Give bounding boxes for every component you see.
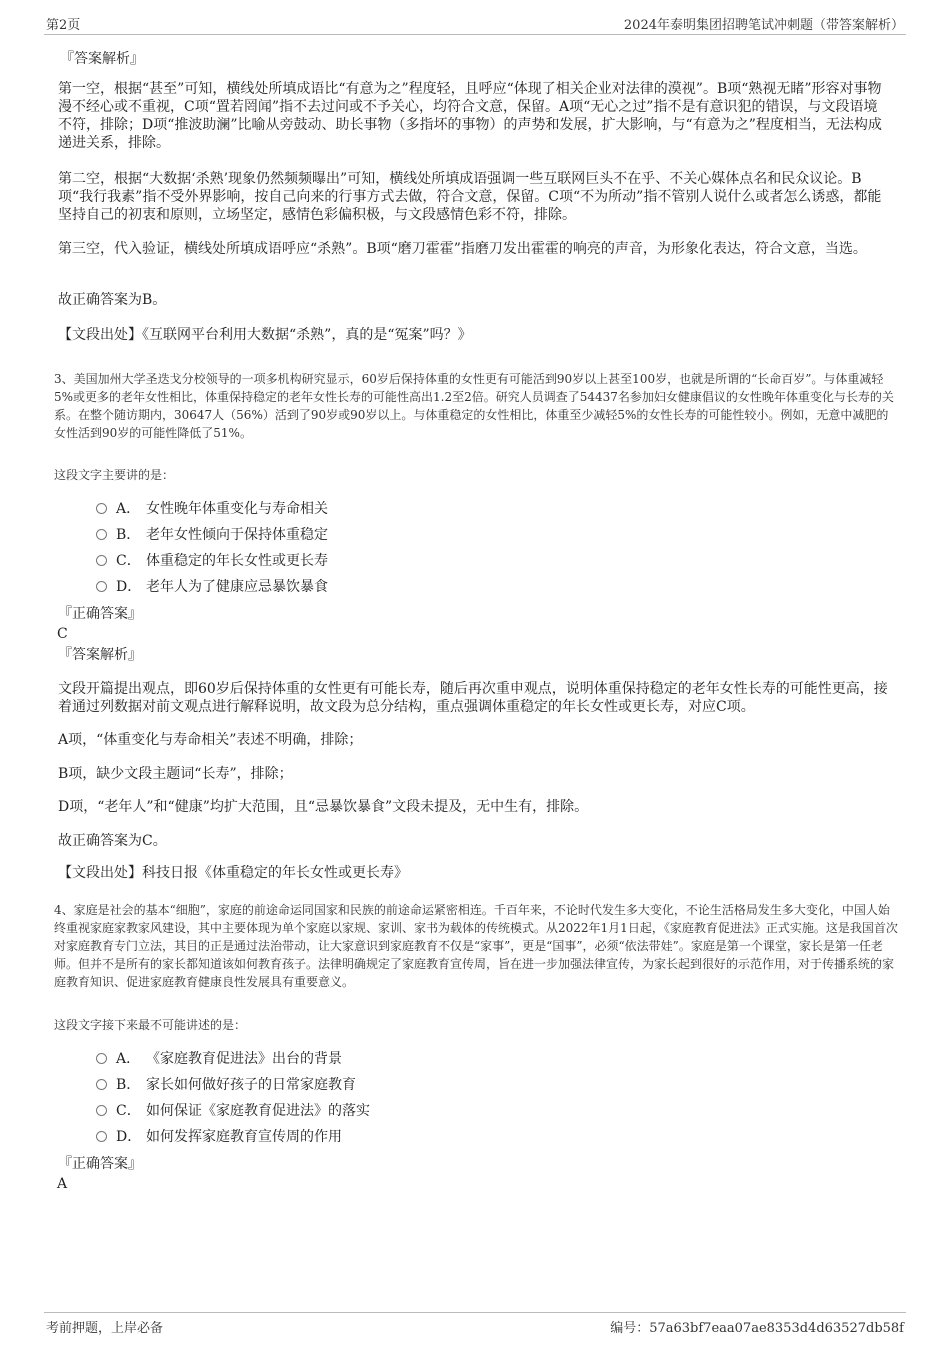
analysis-conclusion: 故正确答案为C。 — [58, 833, 167, 849]
correct-answer: A — [57, 1176, 68, 1192]
question-3-prompt: 这段文字主要讲的是： — [54, 468, 175, 482]
radio-icon[interactable] — [96, 1131, 107, 1142]
analysis-tag: 『答案解析』 — [58, 647, 142, 663]
radio-icon[interactable] — [96, 581, 107, 592]
page-number: 第2页 — [46, 18, 81, 33]
question-4-text: 4、家庭是社会的基本“细胞”，家庭的前途命运同国家和民族的前途命运紧密相连。千百年来，不论时代发生多大变化，不论生活格局发生多大变化，中国人始终重视家庭家教家风建设，其中主要体现为单个家庭以家规、家训、家书为载体的传统模式。从2022年1月1日起，《家庭教育促进法》正式实施。这是我国首次对家庭教育专门立法，其目的正是通过法治带动，让大家意识到家庭教育不仅是“家事”，更是“国事”，必须“依法带娃”。家庭是第一个课堂，家长是第一任老师。但并不是所有的家长都知道该如何教育孩子。法律明确规定了家庭教育宣传周，旨在进一步加强法律宣传，为家长起到很好的示范作用，对于传播系统的家庭教育知识、促进家庭教育健康良性发展具有重要意义。 — [54, 903, 898, 989]
radio-icon[interactable] — [96, 1079, 107, 1090]
analysis-paragraph-3: B项，缺少文段主题词“长寿”，排除； — [58, 766, 293, 782]
footer-slogan: 考前押题，上岸必备 — [46, 1321, 164, 1336]
correct-answer: C — [57, 626, 68, 642]
analysis-paragraph-1: 文段开篇提出观点，即60岁后保持体重的女性更有可能长寿，随后再次重申观点，说明体重保持稳定的老年女性长寿的可能性更高，接着通过列数据对前文观点进行解释说明，故文段为总分结构，重点强调体重稳定的年长女性或更长寿，对应C项。 — [58, 681, 888, 715]
passage-source: 【文段出处】《互联网平台利用大数据“杀熟”，真的是“冤案”吗？》 — [58, 327, 472, 343]
correct-answer-tag: 『正确答案』 — [58, 606, 142, 622]
question-3-option-d[interactable]: D． 老年人为了健康应忌暴饮暴食 — [96, 578, 328, 596]
question-3-option-a[interactable]: A． 女性晚年体重变化与寿命相关 — [96, 500, 328, 518]
question-4-option-c[interactable]: C． 如何保证《家庭教育促进法》的落实 — [96, 1102, 370, 1120]
question-3-option-b[interactable]: B． 老年女性倾向于保持体重稳定 — [96, 526, 328, 544]
analysis-paragraph-2: 第二空，根据“大数据‘杀熟’现象仍然频频曝出”可知，横线处所填成语强调一些互联网巨头不在乎、不关心媒体点名和民众议论。B项“我行我素”指不受外界影响，按自己向来的行事方式去做，符合文意，保留。C项“不为所动”指不管别人说什么或者怎么诱惑，都能坚持自己的初衷和原则，立场坚定，感情色彩偏积极，与文段感情色彩不符，排除。 — [58, 171, 882, 223]
analysis-conclusion: 故正确答案为B。 — [58, 292, 167, 308]
radio-icon[interactable] — [96, 1105, 107, 1116]
question-3-text: 3、美国加州大学圣迭戈分校领导的一项多机构研究显示，60岁后保持体重的女性更有可能活到90岁以上甚至100岁，也就是所谓的“长命百岁”。与体重减轻5%或更多的老年女性相比，体重保持稳定的老年女性长寿的可能性高出1.2至2倍。研究人员调查了54437名参加妇女健康倡议的女性晚年体重变化与长寿的关系。在整个随访期内，30647人（56%）活到了90岁或90岁以上。与体重稳定的女性相比，体重至少减轻5%的女性长寿的可能性较小。例如，无意中减肥的女性活到90岁的可能性降低了51%。 — [54, 372, 894, 440]
document-title: 2024年泰明集团招聘笔试冲刺题（带答案解析） — [623, 18, 904, 33]
page-footer — [44, 1312, 906, 1337]
question-4-prompt: 这段文字接下来最不可能讲述的是： — [54, 1018, 247, 1032]
analysis-tag: 『答案解析』 — [60, 51, 144, 67]
question-3-option-c[interactable]: C． 体重稳定的年长女性或更长寿 — [96, 552, 328, 570]
page-header — [44, 12, 906, 35]
document-code: 编号：57a63bf7eaa07ae8353d4d63527db58f — [610, 1321, 904, 1336]
radio-icon[interactable] — [96, 1053, 107, 1064]
analysis-paragraph-3: 第三空，代入验证，横线处所填成语呼应“杀熟”。B项“磨刀霍霍”指磨刀发出霍霍的响亮的声音，为形象化表达，符合文意，当选。 — [58, 241, 867, 257]
question-4-option-a[interactable]: A． 《家庭教育促进法》出台的背景 — [96, 1050, 342, 1068]
radio-icon[interactable] — [96, 555, 107, 566]
passage-source: 【文段出处】科技日报《体重稳定的年长女性或更长寿》 — [58, 865, 408, 881]
analysis-paragraph-4: D项，“老年人”和“健康”均扩大范围，且“忌暴饮暴食”文段未提及，无中生有，排除。 — [58, 799, 589, 815]
analysis-paragraph-2: A项，“体重变化与寿命相关”表述不明确，排除； — [58, 732, 363, 748]
correct-answer-tag: 『正确答案』 — [58, 1156, 142, 1172]
radio-icon[interactable] — [96, 529, 107, 540]
question-4-option-b[interactable]: B． 家长如何做好孩子的日常家庭教育 — [96, 1076, 356, 1094]
analysis-paragraph-1: 第一空，根据“甚至”可知，横线处所填成语比“有意为之”程度轻，且呼应“体现了相关企业对法律的漠视”。B项“熟视无睹”形容对事物漫不经心或不重视，C项“置若罔闻”指不去过问或不予关心，均符合文意，保留。A项“无心之过”指不是有意识犯的错误，与文段语境不符，排除；D项“推波助澜”比喻从旁鼓动、助长事物（多指坏的事物）的声势和发展，扩大影响，与“有意为之”程度相当，无法构成递进关系，排除。 — [58, 81, 882, 151]
radio-icon[interactable] — [96, 503, 107, 514]
question-4-option-d[interactable]: D． 如何发挥家庭教育宣传周的作用 — [96, 1128, 342, 1146]
